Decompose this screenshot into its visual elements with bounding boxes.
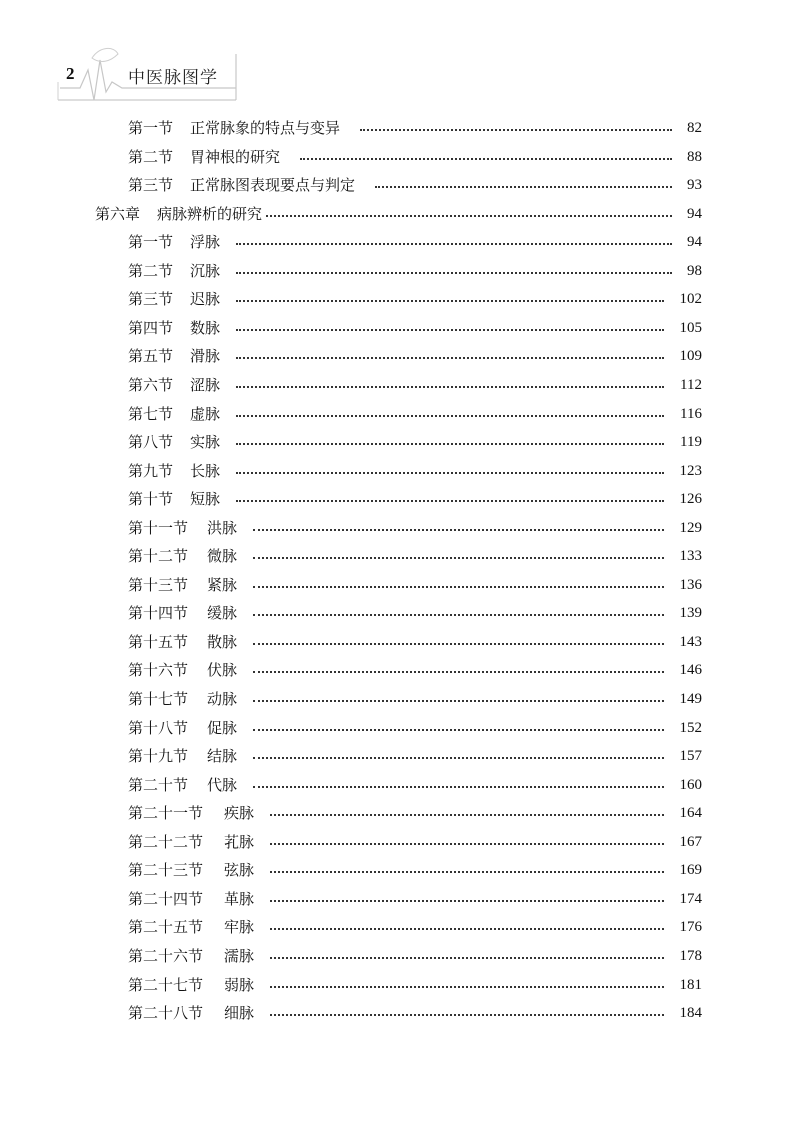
page-ref: 105 — [679, 319, 702, 336]
section-label: 第十五节 — [128, 632, 189, 651]
page-ref: 102 — [679, 291, 702, 308]
dot-leader — [236, 500, 664, 502]
entry-title: 促脉 — [207, 718, 238, 737]
dot-leader — [236, 415, 664, 417]
toc-entry[interactable] — [0, 1001, 800, 1025]
page-ref: 146 — [679, 662, 702, 679]
dot-leader — [236, 472, 664, 474]
page-ref: 139 — [679, 605, 702, 622]
dot-leader — [270, 843, 664, 845]
toc-entry[interactable] — [0, 487, 800, 511]
entry-title: 涩脉 — [190, 375, 221, 394]
toc-entry[interactable] — [0, 402, 800, 426]
page-ref: 94 — [687, 234, 702, 251]
toc-entry[interactable] — [0, 915, 800, 939]
page-ref: 126 — [679, 491, 702, 508]
section-label: 第二十三节 — [128, 861, 204, 880]
toc-entry[interactable] — [0, 716, 800, 740]
entry-title: 细脉 — [224, 1004, 255, 1023]
section-label: 第十三节 — [128, 575, 189, 594]
section-label: 第七节 — [128, 404, 174, 423]
book-title: 中医脉图学 — [128, 68, 218, 88]
toc-entry[interactable] — [0, 630, 800, 654]
entry-title: 疾脉 — [224, 804, 255, 823]
page-ref: 123 — [679, 462, 702, 479]
page-ref: 136 — [679, 576, 702, 593]
section-label: 第二节 — [128, 261, 174, 280]
entry-title: 代脉 — [207, 775, 238, 794]
dot-leader — [253, 614, 664, 616]
toc-entry[interactable] — [0, 316, 800, 340]
toc-entry[interactable] — [0, 373, 800, 397]
page-ref: 152 — [679, 719, 702, 736]
dot-leader — [270, 957, 664, 959]
toc-entry[interactable] — [0, 459, 800, 483]
section-label: 第一节 — [128, 233, 174, 252]
dot-leader — [236, 243, 672, 245]
entry-title: 滑脉 — [190, 347, 221, 366]
toc-entry[interactable] — [0, 858, 800, 882]
dot-leader — [253, 729, 664, 731]
toc-entry[interactable] — [0, 801, 800, 825]
entry-title: 洪脉 — [207, 518, 238, 537]
toc-entry[interactable] — [0, 744, 800, 768]
dot-leader — [270, 900, 664, 902]
page-ref: 167 — [679, 833, 702, 850]
page-ref: 178 — [679, 947, 702, 964]
entry-title: 病脉辨析的研究 — [157, 204, 263, 223]
entry-title: 散脉 — [207, 632, 238, 651]
page-ref: 157 — [679, 748, 702, 765]
page-ref: 184 — [679, 1005, 702, 1022]
dot-leader — [375, 186, 672, 188]
section-label: 第二十四节 — [128, 889, 204, 908]
dot-leader — [253, 586, 664, 588]
page-ref: 169 — [679, 862, 702, 879]
dot-leader — [253, 757, 664, 759]
page-ref: 94 — [687, 205, 702, 222]
section-label: 第十二节 — [128, 547, 189, 566]
section-label: 第二十六节 — [128, 946, 204, 965]
page-ref: 176 — [679, 919, 702, 936]
toc-entry[interactable] — [0, 202, 800, 226]
toc-entry[interactable] — [0, 830, 800, 854]
section-label: 第二节 — [128, 147, 174, 166]
section-label: 第二十节 — [128, 775, 189, 794]
entry-title: 短脉 — [190, 490, 221, 509]
entry-title: 实脉 — [190, 433, 221, 452]
dot-leader — [270, 1014, 664, 1016]
entry-title: 沉脉 — [190, 261, 221, 280]
entry-title: 数脉 — [190, 318, 221, 337]
dot-leader — [360, 129, 672, 131]
section-label: 第十六节 — [128, 661, 189, 680]
toc-entry[interactable] — [0, 658, 800, 682]
dot-leader — [253, 671, 664, 673]
page-ref: 133 — [679, 548, 702, 565]
entry-title: 微脉 — [207, 547, 238, 566]
toc-entry[interactable] — [0, 601, 800, 625]
dot-leader — [253, 700, 664, 702]
dot-leader — [236, 329, 664, 331]
toc-entry[interactable] — [0, 145, 800, 169]
page-ref: 174 — [679, 890, 702, 907]
toc-entry[interactable] — [0, 573, 800, 597]
toc-entry[interactable] — [0, 944, 800, 968]
entry-title: 紧脉 — [207, 575, 238, 594]
section-label: 第二十一节 — [128, 804, 204, 823]
leaf-icon — [92, 48, 118, 61]
page-ref: 160 — [679, 776, 702, 793]
dot-leader — [253, 557, 664, 559]
entry-title: 芤脉 — [224, 832, 255, 851]
dot-leader — [236, 386, 664, 388]
section-label: 第六节 — [128, 375, 174, 394]
section-label: 第二十八节 — [128, 1004, 204, 1023]
dot-leader — [270, 986, 664, 988]
section-label: 第八节 — [128, 433, 174, 452]
toc-entry[interactable] — [0, 287, 800, 311]
chapter-label: 第六章 — [95, 204, 141, 223]
dot-leader — [270, 814, 664, 816]
toc-entry[interactable] — [0, 773, 800, 797]
entry-title: 正常脉象的特点与变异 — [190, 119, 341, 137]
entry-title: 浮脉 — [190, 233, 221, 252]
toc-entry[interactable] — [0, 116, 800, 140]
header-decoration — [0, 0, 260, 110]
toc-entry[interactable] — [0, 973, 800, 997]
section-label: 第十九节 — [128, 747, 189, 766]
entry-title: 迟脉 — [190, 290, 221, 309]
page-ref: 181 — [679, 976, 702, 993]
section-label: 第二十二节 — [128, 832, 204, 851]
page-ref: 119 — [680, 434, 702, 451]
toc-entry[interactable] — [0, 259, 800, 283]
page-ref: 82 — [687, 120, 702, 136]
entry-title: 结脉 — [207, 747, 238, 766]
entry-title: 长脉 — [190, 461, 221, 480]
entry-title: 伏脉 — [207, 661, 238, 680]
toc-entry[interactable] — [0, 230, 800, 254]
entry-title: 濡脉 — [224, 946, 255, 965]
entry-title: 正常脉图表现要点与判定 — [190, 176, 356, 195]
entry-title: 缓脉 — [207, 604, 238, 623]
page-ref: 112 — [680, 376, 702, 393]
toc-entry[interactable] — [0, 516, 800, 540]
dot-leader — [236, 272, 672, 274]
entry-title: 弦脉 — [224, 861, 255, 880]
entry-title: 胃神根的研究 — [190, 147, 281, 166]
section-label: 第四节 — [128, 318, 174, 337]
section-label: 第三节 — [128, 176, 174, 195]
section-label: 第三节 — [128, 290, 174, 309]
page-ref: 88 — [687, 148, 702, 165]
dot-leader — [253, 643, 664, 645]
entry-title: 革脉 — [224, 889, 255, 908]
dot-leader — [236, 300, 664, 302]
page-ref: 164 — [679, 805, 702, 822]
toc-entry[interactable] — [0, 887, 800, 911]
page-ref: 143 — [679, 633, 702, 650]
toc-entry[interactable] — [0, 430, 800, 454]
entry-title: 虚脉 — [190, 404, 221, 423]
toc-entry[interactable] — [0, 544, 800, 568]
toc-entry[interactable] — [0, 173, 800, 197]
toc-entry[interactable] — [0, 344, 800, 368]
dot-leader — [266, 215, 672, 217]
page-ref: 129 — [679, 519, 702, 536]
section-label: 第十节 — [128, 490, 174, 509]
page-ref: 109 — [679, 348, 702, 365]
page-ref: 93 — [687, 177, 702, 194]
dot-leader — [253, 529, 664, 531]
section-label: 第十一节 — [128, 518, 189, 537]
entry-title: 动脉 — [207, 690, 238, 708]
section-label: 第二十七节 — [128, 975, 204, 994]
section-label: 第十七节 — [128, 690, 189, 708]
dot-leader — [236, 357, 664, 359]
section-label: 第五节 — [128, 347, 174, 366]
page-ref: 116 — [680, 405, 702, 422]
page-number: 2 — [66, 64, 75, 83]
section-label: 第二十五节 — [128, 918, 204, 937]
section-label: 第九节 — [128, 461, 174, 480]
running-header — [0, 0, 800, 110]
dot-leader — [270, 928, 664, 930]
page-ref: 98 — [687, 262, 702, 279]
dot-leader — [270, 871, 664, 873]
dot-leader — [236, 443, 664, 445]
entry-title: 弱脉 — [224, 975, 255, 994]
entry-title: 牢脉 — [224, 918, 255, 937]
page-ref: 149 — [679, 691, 702, 707]
section-label: 第十八节 — [128, 718, 189, 737]
toc-entry[interactable] — [0, 687, 800, 711]
section-label: 第一节 — [128, 119, 174, 137]
section-label: 第十四节 — [128, 604, 189, 623]
dot-leader — [253, 786, 664, 788]
dot-leader — [300, 158, 672, 160]
